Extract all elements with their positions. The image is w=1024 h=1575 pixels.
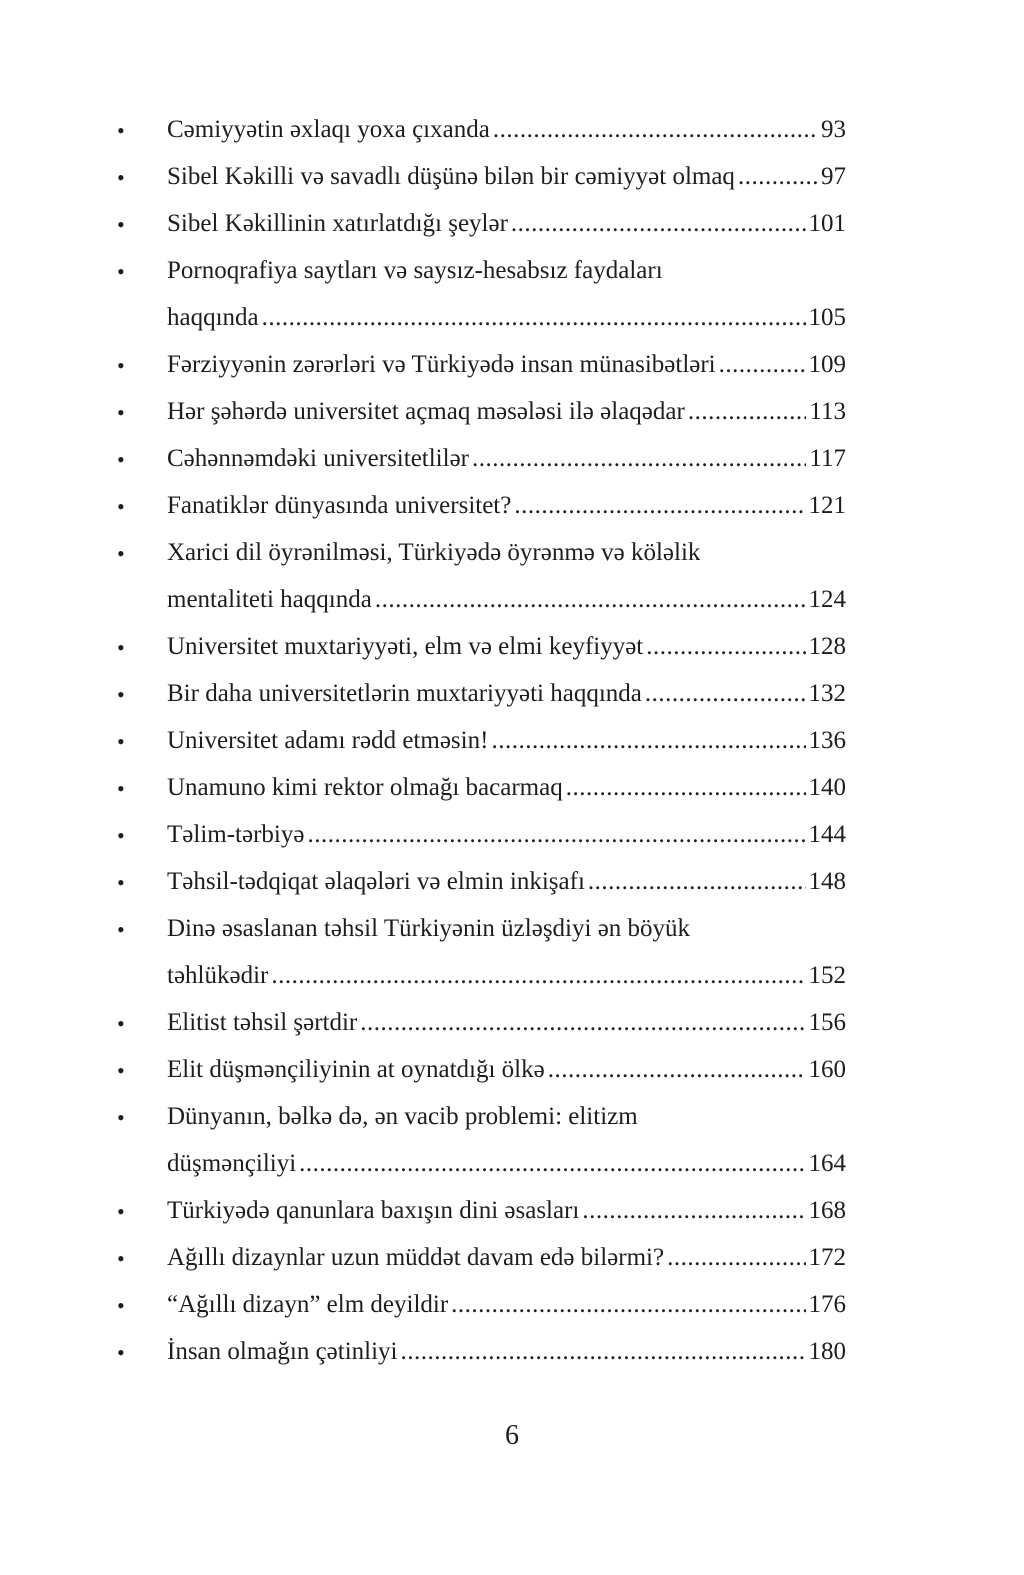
toc-entry-last-line: [167, 999, 846, 1046]
toc-entry-last-line: [167, 341, 846, 388]
bullet-icon: •: [117, 682, 125, 707]
dot-leader: [401, 1328, 806, 1375]
toc-entry-page-number: 172: [808, 1244, 846, 1271]
page-number: 6: [505, 1420, 519, 1451]
bullet-icon: •: [117, 212, 125, 237]
toc-entry-title-line: Ağıllı dizaynlar uzun müddət davam edə bilərmi?: [167, 1244, 665, 1271]
bullet-icon: •: [117, 165, 125, 190]
toc-entry-title-line: Hər şəhərdə universitet açmaq məsələsi ilə əlaqədar: [167, 398, 685, 425]
toc-entry-page-number: 168: [808, 1197, 846, 1224]
dot-leader: [299, 1140, 805, 1187]
toc-entry-last-line: [167, 670, 846, 717]
bullet-icon: •: [117, 870, 125, 895]
toc-entry-page-number: 105: [808, 304, 846, 331]
bullet-icon: •: [117, 259, 125, 284]
bullet-icon: •: [117, 1340, 125, 1365]
bullet-icon: •: [117, 353, 125, 378]
toc-entry-title-line: Türkiyədə qanunlara baxışın dini əsasları: [167, 1197, 580, 1224]
toc-entry-title-line: İnsan olmağın çətinliyi: [167, 1338, 398, 1365]
toc-entry: [112, 858, 846, 905]
bullet-icon: •: [117, 1246, 125, 1271]
toc-entry-last-line: [167, 811, 846, 858]
bullet-icon: •: [117, 776, 125, 801]
toc-entry-title-line: Universitet muxtariyyəti, elm və elmi keyfiyyət: [167, 633, 644, 660]
toc-entry-last-line: [167, 576, 846, 623]
toc-entry-last-line: [167, 858, 846, 905]
toc-entry-last-line: [167, 717, 846, 764]
toc-entry-title-line: Universitet adamı rədd etməsin!: [167, 727, 489, 754]
dot-leader: [271, 952, 805, 999]
table-of-contents: [112, 106, 846, 1375]
toc-entry-page-number: 140: [808, 774, 846, 801]
toc-entry-title-line: təhlükədir: [167, 962, 269, 989]
toc-entry-last-line: [167, 435, 846, 482]
toc-entry-title-line: Cəmiyyətin əxlaqı yoxa çıxanda: [167, 116, 490, 143]
dot-leader: [491, 717, 805, 764]
toc-entry-title-line: Təhsil-tədqiqat əlaqələri və elmin inkişafı: [167, 868, 585, 895]
dot-leader: [472, 435, 806, 482]
toc-entry-title-line: Sibel Kəkilli və savadlı düşünə bilən bir cəmiyyət olmaq: [167, 163, 735, 190]
toc-entry-title-line: Fanatiklər dünyasında universitet?: [167, 492, 512, 519]
toc-entry-last-line: [167, 1140, 846, 1187]
toc-entry-page-number: 176: [808, 1291, 846, 1318]
toc-entry-title-line: Cəhənnəmdəki universitetlilər: [167, 445, 469, 472]
toc-entry-last-line: [167, 764, 846, 811]
toc-entry-title-line: Bir daha universitetlərin muxtariyyəti haqqında: [167, 680, 642, 707]
toc-entry-page-number: 128: [808, 633, 846, 660]
toc-entry-title-line: “Ağıllı dizayn” elm deyildir: [167, 1291, 449, 1318]
toc-entry: [112, 811, 846, 858]
toc-entry: [112, 1234, 846, 1281]
dot-leader: [566, 764, 806, 811]
toc-entry-last-line: [167, 1328, 846, 1375]
toc-entry: [112, 999, 846, 1046]
bullet-icon: •: [117, 635, 125, 660]
toc-entry: [112, 388, 846, 435]
dot-leader: [688, 388, 807, 435]
toc-entry: [112, 1281, 846, 1328]
toc-entry-last-line: [167, 106, 846, 153]
toc-entry-title-line: Xarici dil öyrənilməsi, Türkiyədə öyrənmə və köləlik: [167, 539, 701, 566]
bullet-icon: •: [117, 118, 125, 143]
toc-entry: [112, 1046, 846, 1093]
toc-entry-page-number: 148: [808, 868, 846, 895]
dot-leader: [511, 200, 806, 247]
toc-entry-last-line: [167, 952, 846, 999]
toc-entry: [112, 1093, 846, 1187]
bullet-icon: •: [117, 1058, 125, 1083]
toc-entry-page-number: 93: [821, 116, 846, 143]
toc-entry-title-line: düşmənçiliyi: [167, 1150, 297, 1177]
toc-entry: [112, 717, 846, 764]
toc-entry-title-line: Dinə əsaslanan təhsil Türkiyənin üzləşdiyi ən böyük: [167, 915, 691, 942]
dot-leader: [451, 1281, 805, 1328]
bullet-icon: •: [117, 1011, 125, 1036]
toc-entry: [112, 200, 846, 247]
dot-leader: [582, 1187, 805, 1234]
toc-entry-title-line: Təlim-tərbiyə: [167, 821, 305, 848]
toc-entry-title-line: Dünyanın, bəlkə də, ən vacib problemi: elitizm: [167, 1103, 638, 1130]
bullet-icon: •: [117, 1105, 125, 1130]
toc-entry-last-line: [167, 1281, 846, 1328]
dot-leader: [514, 482, 805, 529]
toc-entry: [112, 341, 846, 388]
toc-entry-title-line: mentaliteti haqqında: [167, 586, 372, 613]
dot-leader: [548, 1046, 806, 1093]
toc-entry: [112, 1187, 846, 1234]
toc-entry-page-number: 121: [808, 492, 846, 519]
toc-entry-page-number: 144: [808, 821, 846, 848]
bullet-icon: •: [117, 729, 125, 754]
toc-entry-title-line: Elit düşmənçiliyinin at oynatdığı ölkə: [167, 1056, 545, 1083]
toc-entry-page-number: 124: [808, 586, 846, 613]
toc-entry: [112, 623, 846, 670]
toc-entry-page-number: 156: [808, 1009, 846, 1036]
toc-entry-last-line: [167, 1234, 846, 1281]
toc-entry-page-number: 97: [821, 163, 846, 190]
bullet-icon: •: [117, 1293, 125, 1318]
toc-entry-last-line: [167, 482, 846, 529]
toc-entry-page-number: 113: [809, 398, 846, 425]
toc-entry: [112, 670, 846, 717]
bullet-icon: •: [117, 917, 125, 942]
toc-entry-last-line: [167, 153, 846, 200]
toc-entry-page-number: 109: [808, 351, 846, 378]
dot-leader: [645, 670, 806, 717]
toc-entry-title-line: Unamuno kimi rektor olmağı bacarmaq: [167, 774, 563, 801]
toc-entry-title-line: Pornoqrafiya saytları və saysız-hesabsız faydaları: [167, 257, 663, 284]
toc-entry: [112, 764, 846, 811]
toc-entry-last-line: [167, 1046, 846, 1093]
toc-entry-title-line: Sibel Kəkillinin xatırlatdığı şeylər: [167, 210, 508, 237]
toc-entry-title-line: Elitist təhsil şərtdir: [167, 1009, 358, 1036]
toc-entry-last-line: [167, 294, 846, 341]
bullet-icon: •: [117, 400, 125, 425]
toc-entry-page-number: 117: [809, 445, 846, 472]
toc-entry: [112, 529, 846, 623]
toc-entry-page-number: 160: [808, 1056, 846, 1083]
dot-leader: [493, 106, 818, 153]
bullet-icon: •: [117, 823, 125, 848]
dot-leader: [738, 153, 818, 200]
dot-leader: [588, 858, 806, 905]
dot-leader: [307, 811, 805, 858]
dot-leader: [667, 1234, 805, 1281]
toc-entry: [112, 106, 846, 153]
toc-entry-last-line: [167, 388, 846, 435]
toc-entry: [112, 435, 846, 482]
toc-entry-page-number: 152: [808, 962, 846, 989]
toc-entry-title-line: Fərziyyənin zərərləri və Türkiyədə insan münasibətləri: [167, 351, 716, 378]
toc-entry-page-number: 136: [808, 727, 846, 754]
toc-entry: [112, 905, 846, 999]
toc-entry-page-number: 132: [808, 680, 846, 707]
toc-entry: [112, 247, 846, 341]
toc-entry-last-line: [167, 200, 846, 247]
toc-entry-page-number: 164: [808, 1150, 846, 1177]
dot-leader: [375, 576, 806, 623]
toc-entry: [112, 1328, 846, 1375]
toc-entry: [112, 153, 846, 200]
toc-entry: [112, 482, 846, 529]
toc-entry-page-number: 180: [808, 1338, 846, 1365]
toc-entry-last-line: [167, 623, 846, 670]
toc-entry-page-number: 101: [808, 210, 846, 237]
dot-leader: [646, 623, 805, 670]
bullet-icon: •: [117, 447, 125, 472]
dot-leader: [360, 999, 805, 1046]
bullet-icon: •: [117, 494, 125, 519]
bullet-icon: •: [117, 541, 125, 566]
dot-leader: [262, 294, 806, 341]
bullet-icon: •: [117, 1199, 125, 1224]
toc-entry-title-line: haqqında: [167, 304, 259, 331]
toc-entry-last-line: [167, 1187, 846, 1234]
dot-leader: [719, 341, 806, 388]
